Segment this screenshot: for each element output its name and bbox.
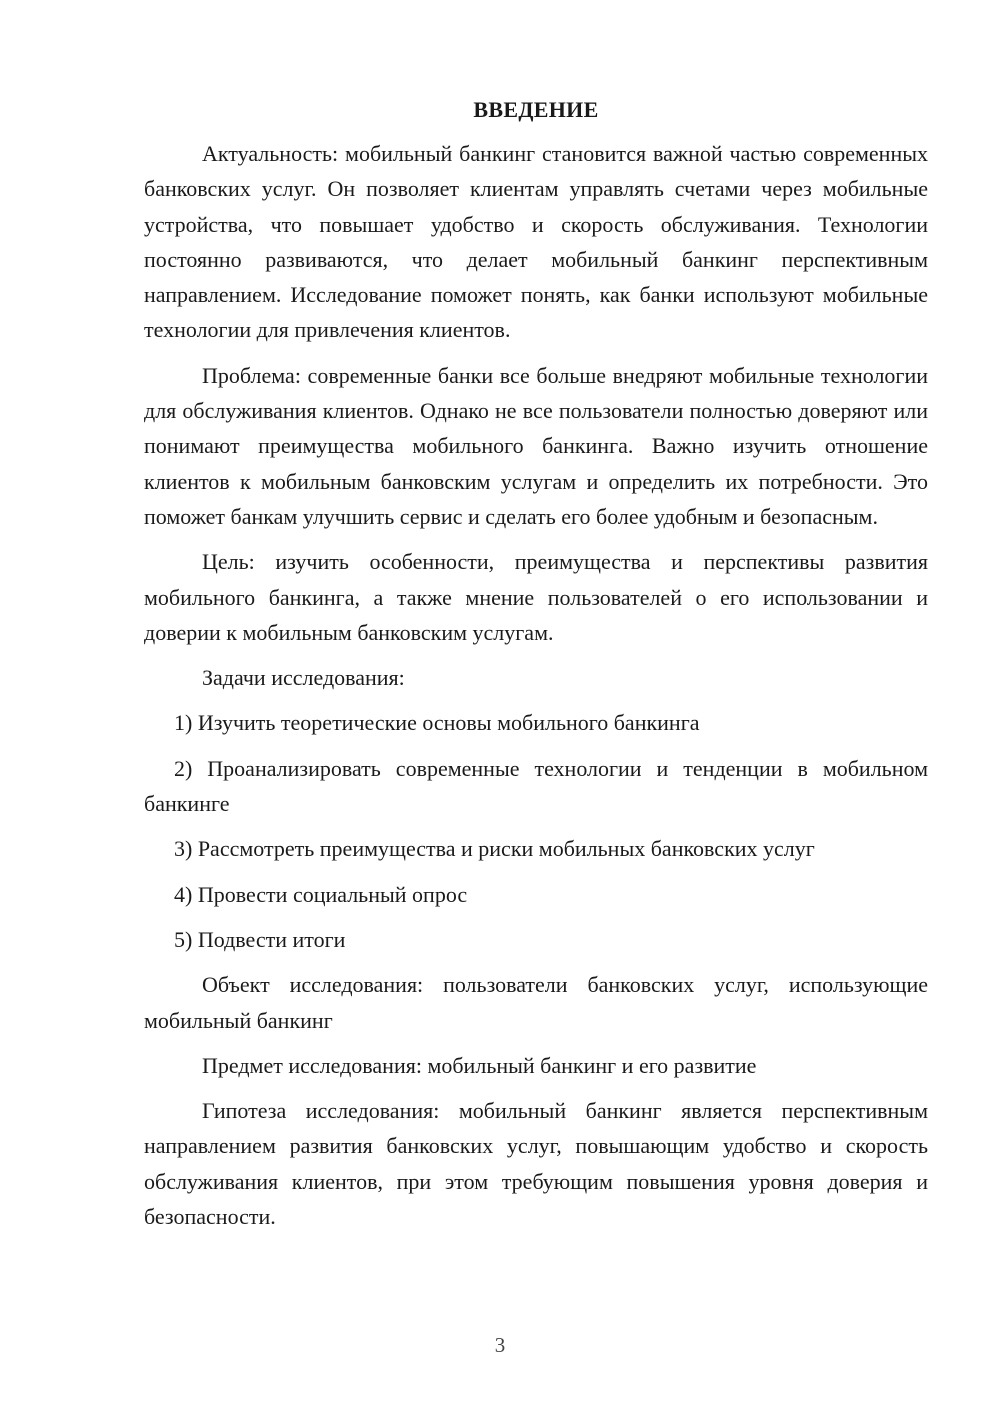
task-item-5: 5) Подвести итоги [174, 926, 346, 952]
task-item-2: 2) Проанализировать современные технологии и тенденции в мобильном банкинге [144, 755, 928, 817]
paragraph-problem: Проблема: современные банки все больше внедряют мобильные технологии для обслуживания клиентов. Однако не все пользователи полностью доверяют или понимают преимущества мобильного банкинга. Важно изучить отношение клиентов к мобильным банковским услугам и определить их потребности. Это поможет банкам улучшить сервис и сделать его более удобным и безопасным. [144, 362, 928, 529]
paragraph-hypothesis: Гипотеза исследования: мобильный банкинг является перспективным направлением развития банковских услуг, повышающим удобство и скорость обслуживания клиентов, при этом требующим повышения уровня доверия и безопасности. [144, 1098, 928, 1230]
page-number: 3 [494, 1333, 506, 1357]
task-item-4: 4) Провести социальный опрос [174, 881, 468, 907]
paragraph-tasks-heading: Задачи исследования: [202, 665, 405, 691]
paragraph-goal: Цель: изучить особенности, преимущества и перспективы развития мобильного банкинга, а также мнение пользователей о его использовании и доверии к мобильным банковским услугам. [144, 549, 928, 645]
section-title: ВВЕДЕНИЕ [473, 97, 599, 122]
paragraph-subject: Предмет исследования: мобильный банкинг и его развитие [202, 1052, 757, 1078]
document-page [144, 90, 928, 1244]
paragraph-object: Объект исследования: пользователи банковских услуг, использующие мобильный банкинг [144, 972, 928, 1033]
task-item-3: 3) Рассмотреть преимущества и риски мобильных банковских услуг [174, 836, 815, 862]
paragraph-relevance: Актуальность: мобильный банкинг становится важной частью современных банковских услуг. Он позволяет клиентам управлять счетами через мобильные устройства, что повышает удобство и скорость обслуживания. Технологии постоянно развиваются, что делает мобильный банкинг перспективным направлением. Исследование поможет понять, как банки используют мобильные технологии для привлечения клиентов. [144, 141, 928, 343]
task-item-1: 1) Изучить теоретические основы мобильного банкинга [174, 710, 700, 736]
